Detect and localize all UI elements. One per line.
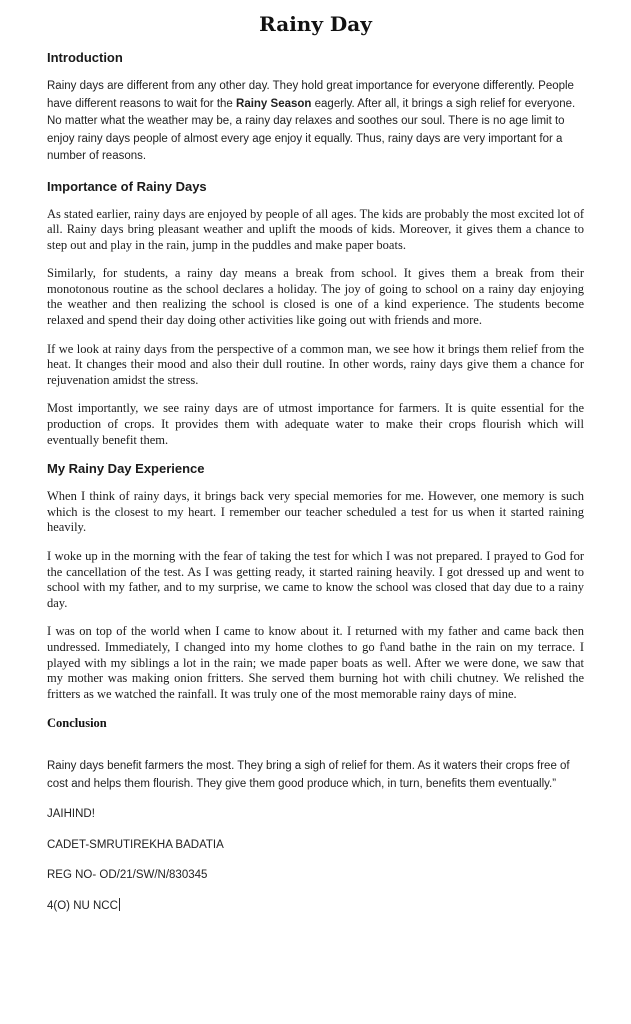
- paragraph-conclusion[interactable]: Rainy days benefit farmers the most. They bring a sigh of relief for them. As it waters their crops free of cost and helps them flourish. They give them good produce which, in turn, benefits them eventually.”: [47, 760, 570, 790]
- paragraph-experience-1[interactable]: When I think of rainy days, it brings back very special memories for me. However, one memory is such which is the closest to my heart. I remember our teacher scheduled a test for us when it started raining heavily.: [47, 489, 584, 535]
- paragraph-importance-1[interactable]: As stated earlier, rainy days are enjoyed by people of all ages. The kids are probably the most excited lot of all. Rainy days bring pleasant weather and uplift the moods of kids. Moreover, it gives them a chance to step out and play in the rain, jump in the puddles and make paper boats.: [47, 206, 584, 252]
- paragraph-experience-2[interactable]: I woke up in the morning with the fear of taking the test for which I was not prepared. I prayed to God for the cancellation of the test. As I was getting ready, it started raining heavily. I got dressed up and went to school with my father, and to my surprise, we came to know the school was closed that day due to a rainy day.: [47, 549, 584, 610]
- paragraph-importance-2[interactable]: Similarly, for students, a rainy day means a break from school. It gives them a break from their monotonous routine as the school declares a holiday. The joy of going to school on a rainy day enjoying the weather and then realizing the school is closed is one of a kind experience. The students become relaxed and spend their day doing other activities like going out with friends and more.: [47, 266, 584, 328]
- closing-line-unit[interactable]: [47, 898, 584, 916]
- closing-line-cadet-name[interactable]: CADET-SMRUTIREKHA BADATIA: [47, 838, 224, 851]
- text-cursor: [119, 898, 121, 911]
- paragraph-text: eagerly. After all, it brings a sigh relief for everyone. No matter what the weather may be, a rainy day relaxes and soothes our soul. There is no age limit to enjoy rainy days people of almost every age enjoy it equally. Thus, rainy days are very important for a number of reasons.: [47, 97, 576, 162]
- paragraph-introduction[interactable]: [47, 78, 584, 166]
- section-heading-importance[interactable]: Importance of Rainy Days: [47, 178, 207, 194]
- document-title[interactable]: Rainy Day: [259, 12, 372, 36]
- paragraph-experience-3[interactable]: I was on top of the world when I came to know about it. I returned with my father and came back then undressed. Immediately, I changed into my home clothes to go f\and bathe in the rain on my terrace. I played with my siblings a lot in the rain; we made paper boats as well. After we were done, we saw that my mother was making onion fritters. She served them burning hot with chili chutney. We relished the fritters as we watched the rainfall. It was truly one of the most memorable rainy days of mine.: [47, 624, 584, 701]
- section-heading-experience[interactable]: My Rainy Day Experience: [47, 461, 205, 477]
- closing-line-unit-text: 4(O) NU NCC: [47, 899, 118, 912]
- paragraph-importance-3[interactable]: If we look at rainy days from the perspective of a common man, we see how it brings them relief from the heat. It changes their mood and also their dull routine. In other words, rainy days give them a chance for rejuvenation amidst the stress.: [47, 341, 584, 387]
- section-heading-conclusion[interactable]: Conclusion: [47, 716, 107, 731]
- paragraph-text: Rainy days are different from any other day. They hold great importance for everyone differently. People have different reasons to wait for the: [47, 80, 574, 110]
- section-heading-introduction[interactable]: Introduction: [47, 50, 123, 65]
- closing-line-reg-no[interactable]: REG NO- OD/21/SW/N/830345: [47, 869, 208, 882]
- paragraph-text-bold: Rainy Season: [236, 97, 312, 110]
- paragraph-importance-4[interactable]: Most importantly, we see rainy days are of utmost importance for farmers. It is quite essential for the production of crops. It provides them with adequate water to make their crops flourish which will eventually benefit them.: [47, 401, 584, 447]
- closing-line-jaihind[interactable]: JAIHIND!: [47, 808, 95, 821]
